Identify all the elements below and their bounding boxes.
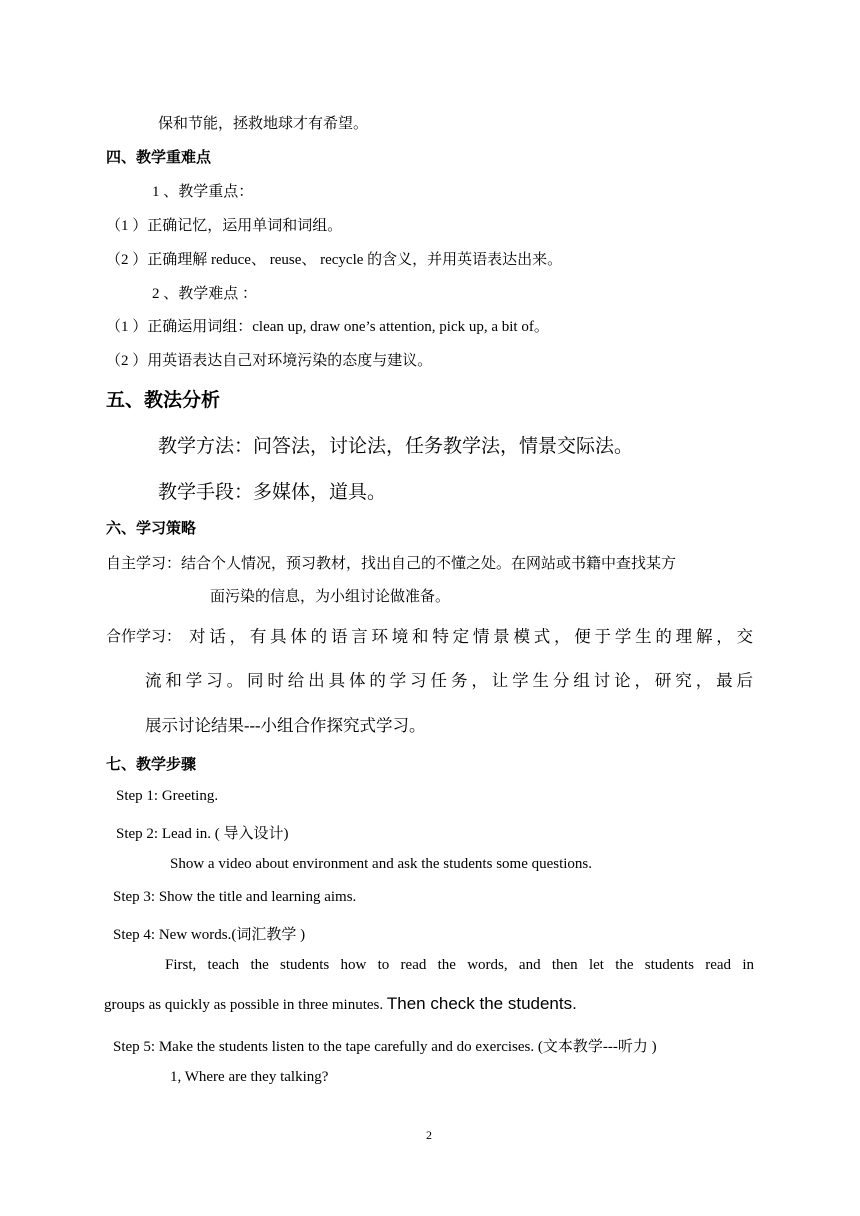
section-heading-7: 七、教学步骤: [106, 756, 197, 773]
section-heading-6: 六、学习策略: [106, 520, 197, 537]
text-line: 对话，有具体的语言环境和特定情景模式，便于学生的理解，交: [189, 627, 753, 646]
text-line: 面污染的信息，为小组讨论做准备。: [210, 589, 451, 605]
text-line: 自主学习：结合个人情况，预习教材，找出自己的不懂之处。在网站或书籍中查找某方: [106, 556, 677, 572]
step-detail: First, teach the students how to read the words, and then let the students read in: [165, 957, 754, 973]
step-detail: Show a video about environment and ask the students some questions.: [170, 856, 593, 872]
section-heading-4: 四、教学重难点: [106, 149, 212, 166]
step-line: Step 3: Show the title and learning aims.: [113, 889, 357, 905]
text-line-label: 合作学习：: [106, 629, 182, 645]
step-detail: 1, Where are they talking?: [170, 1069, 329, 1085]
text-line: （1 ）正确记忆，运用单词和词组。: [106, 218, 343, 234]
step-line: Step 1: Greeting.: [116, 788, 219, 804]
step-detail-part: groups as quickly as possible in three minutes.: [104, 997, 387, 1013]
text-line: 保和节能，拯救地球才有希望。: [158, 116, 369, 132]
text-line: 流和学习。同时给出具体的学习任务，让学生分组讨论，研究，最后: [145, 671, 753, 690]
section-heading-5: 五、教法分析: [106, 390, 221, 411]
text-line: 展示讨论结果---小组合作探究式学习。: [145, 716, 426, 735]
subheading-key-points: 1 、教学重点：: [152, 184, 254, 200]
text-line: 教学手段：多媒体，道具。: [158, 482, 387, 503]
text-line: （2 ）用英语表达自己对环境污染的态度与建议。: [106, 353, 433, 369]
step-line: Step 5: Make the students listen to the tape carefully and do exercises. (文本教学---听力 ): [113, 1039, 657, 1055]
step-line: Step 2: Lead in. ( 导入设计): [116, 826, 289, 842]
step-detail: [104, 994, 577, 1014]
page-number: 2: [426, 1128, 432, 1142]
text-line: 教学方法：问答法，讨论法，任务教学法，情景交际法。: [158, 436, 634, 457]
subheading-difficult-points: 2 、教学难点 ：: [152, 286, 258, 302]
text-line: （1 ）正确运用词组：clean up, draw one’s attention, pick up, a bit of。: [106, 319, 549, 335]
text-line: （2 ）正确理解 reduce、 reuse、 recycle 的含义，并用英语表达出来。: [106, 252, 563, 268]
step-detail-part: Then check the students.: [386, 994, 577, 1013]
step-line: Step 4: New words.(词汇教学 ): [113, 927, 306, 943]
